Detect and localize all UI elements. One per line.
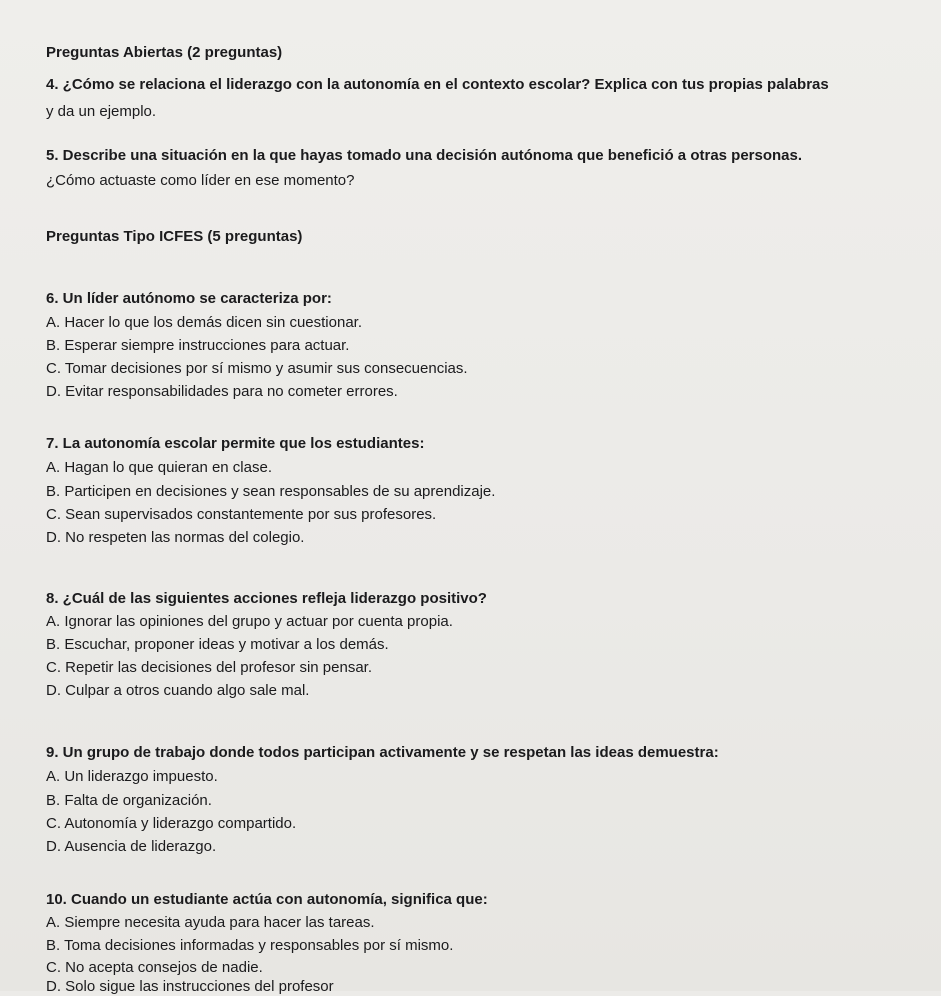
question-10-option-a: A. Siempre necesita ayuda para hacer las tareas.: [46, 914, 375, 931]
question-8-option-c: C. Repetir las decisiones del profesor sin pensar.: [46, 659, 373, 676]
question-8-option-b: B. Escuchar, proponer ideas y motivar a los demás.: [46, 636, 389, 653]
question-6-option-c: C. Tomar decisiones por sí mismo y asumir sus consecuencias.: [46, 360, 468, 377]
question-4-line-1: 4. ¿Cómo se relaciona el liderazgo con la autonomía en el contexto escolar? Explica con tus propias palabras: [46, 76, 829, 93]
icfes-questions-heading: Preguntas Tipo ICFES (5 preguntas): [46, 228, 303, 245]
question-4-line-2: y da un ejemplo.: [46, 103, 157, 120]
question-8-option-a: A. Ignorar las opiniones del grupo y actuar por cuenta propia.: [46, 613, 453, 630]
question-10-option-c: C. No acepta consejos de nadie.: [46, 959, 263, 976]
question-6-option-a: A. Hacer lo que los demás dicen sin cuestionar.: [46, 314, 363, 331]
question-7-option-a: A. Hagan lo que quieran en clase.: [46, 459, 272, 476]
question-6-stem: 6. Un líder autónomo se caracteriza por:: [46, 290, 332, 307]
question-9-option-c: C. Autonomía y liderazgo compartido.: [46, 815, 297, 832]
question-6-option-b: B. Esperar siempre instrucciones para actuar.: [46, 337, 350, 354]
question-7-option-b: B. Participen en decisiones y sean responsables de su aprendizaje.: [46, 483, 496, 500]
question-7-option-c: C. Sean supervisados constantemente por sus profesores.: [46, 506, 437, 523]
question-7-option-d: D. No respeten las normas del colegio.: [46, 529, 305, 546]
question-8-option-d: D. Culpar a otros cuando algo sale mal.: [46, 682, 310, 699]
question-8-stem: 8. ¿Cuál de las siguientes acciones refleja liderazgo positivo?: [46, 590, 487, 607]
question-9-option-b: B. Falta de organización.: [46, 792, 212, 809]
question-5-line-1: 5. Describe una situación en la que hayas tomado una decisión autónoma que benefició a otras personas.: [46, 147, 803, 164]
question-9-stem: 9. Un grupo de trabajo donde todos participan activamente y se respetan las ideas demuestra:: [46, 744, 719, 761]
question-10-option-b: B. Toma decisiones informadas y responsables por sí mismo.: [46, 937, 454, 954]
question-9-option-d: D. Ausencia de liderazgo.: [46, 838, 217, 855]
question-7-stem: 7. La autonomía escolar permite que los estudiantes:: [46, 435, 425, 452]
question-6-option-d: D. Evitar responsabilidades para no cometer errores.: [46, 383, 398, 400]
question-9-option-a: A. Un liderazgo impuesto.: [46, 768, 218, 785]
open-questions-heading: Preguntas Abiertas (2 preguntas): [46, 44, 283, 61]
question-5-line-2: ¿Cómo actuaste como líder en ese momento?: [46, 172, 355, 189]
question-10-option-d: D. Solo sigue las instrucciones del profesor: [46, 978, 334, 995]
question-10-stem: 10. Cuando un estudiante actúa con autonomía, significa que:: [46, 891, 488, 908]
